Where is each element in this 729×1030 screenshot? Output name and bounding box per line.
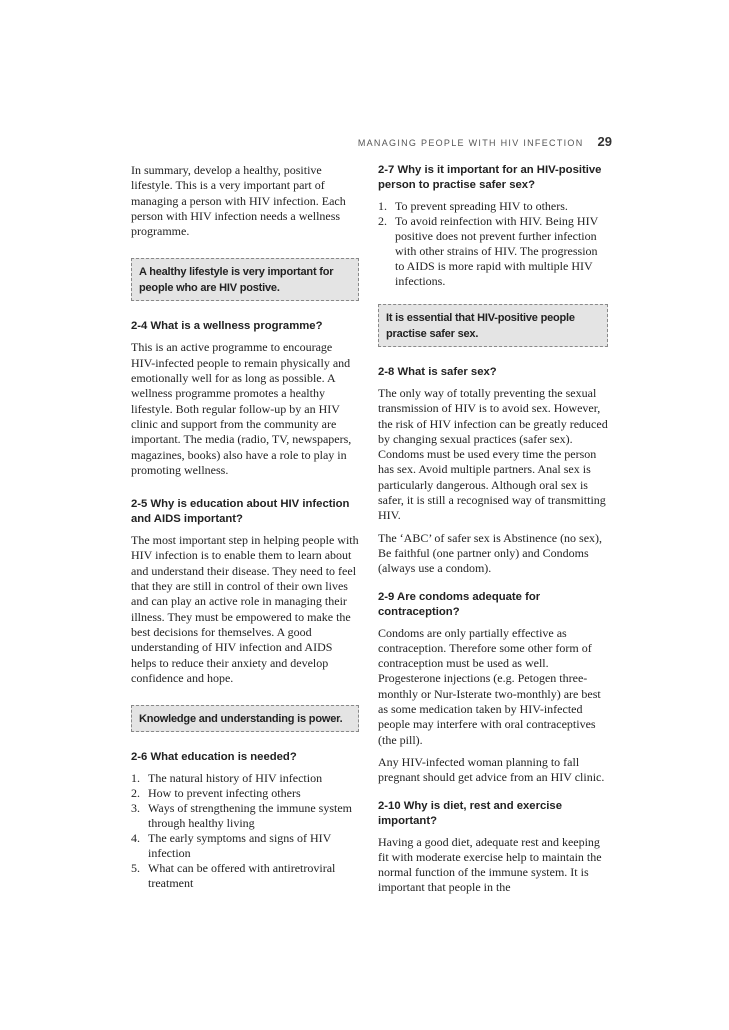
right-column xyxy=(378,163,608,903)
paragraph-2-5: The most important step in helping people with HIV infection is to enable them to learn about and understand their disease. They need to feel that they are still in control of their own lives and can play an active role in managing their illness. They must be empowered to make the best decisions for themselves. A good understanding of HIV infection and AIDS helps to reduce their anxiety and develop confidence and hope. xyxy=(131,533,359,685)
list-item: 2. How to prevent infecting others xyxy=(131,786,301,801)
paragraph-2-9b: Any HIV-infected woman planning to fall pregnant should get advice from an HIV clinic. xyxy=(378,754,605,785)
list-item: 1. To prevent spreading HIV to others. xyxy=(378,199,568,213)
heading-2-10: 2-10 Why is diet, rest and exercise important? xyxy=(378,799,562,827)
heading-2-4: 2-4 What is a wellness programme? xyxy=(131,320,323,333)
callout-text: A healthy lifestyle is very important for people who are HIV postive. xyxy=(139,266,334,295)
paragraph-2-9a: Condoms are only partially effective as contraception. Therefore some other form of contraception must be used as well. Progesterone injections (e.g. Petogen three-monthly or Nur-Isterate two-monthly) are best as some medication taken by HIV-infected people may interfere with oral contraceptives (the pill). xyxy=(378,625,601,747)
paragraph-2-8b: The ‘ABC’ of safer sex is Abstinence (no sex), Be faithful (one partner only) and Condoms (always use a condom). xyxy=(378,530,603,576)
education-list xyxy=(131,771,359,891)
list-item: 3. Ways of strengthening the immune system through healthy living xyxy=(131,801,352,831)
page-number: 29 xyxy=(597,134,612,149)
heading-2-9: 2-9 Are condoms adequate for contraception? xyxy=(378,590,541,618)
running-header xyxy=(358,134,612,149)
running-title: MANAGING PEOPLE WITH HIV INFECTION xyxy=(357,138,584,148)
list-item: 2. To avoid reinfection with HIV. Being HIV positive does not prevent further infection with other strains of HIV. The progression to AIDS is more rapid with multiple HIV infections. xyxy=(378,214,599,288)
callout-healthy-lifestyle xyxy=(131,258,359,301)
list-item: 4. The early symptoms and signs of HIV infection xyxy=(131,831,332,861)
list-item: 1. The natural history of HIV infection xyxy=(131,771,323,786)
heading-2-7: 2-7 Why is it important for an HIV-positive person to practise safer sex? xyxy=(378,164,602,191)
intro-paragraph: In summary, develop a healthy, positive lifestyle. This is a very important part of managing a person with HIV infection. Each person with HIV infection needs a wellness programme. xyxy=(131,163,346,239)
heading-2-8: 2-8 What is safer sex? xyxy=(378,366,497,378)
heading-2-5: 2-5 Why is education about HIV infection and AIDS important? xyxy=(131,498,350,526)
heading-2-6: 2-6 What education is needed? xyxy=(131,751,297,764)
callout-text: Knowledge and understanding is power. xyxy=(139,713,343,726)
safer-sex-reasons-list xyxy=(378,199,608,289)
paragraph-2-8a: The only way of totally preventing the sexual transmission of HIV is to avoid sex. However, the risk of HIV infection can be greatly reduced by changing sexual practices (safer sex). Condoms must be used every time the person has sex. Avoid multiple partners. Anal sex is particularly dangerous. Although oral sex is safer, it is still a recognised way of transmitting HIV. xyxy=(378,386,608,523)
left-column xyxy=(131,163,359,900)
callout-safer-sex xyxy=(378,304,608,347)
callout-text: It is essential that HIV-positive people practise safer sex. xyxy=(386,312,575,340)
paragraph-2-10: Having a good diet, adequate rest and keeping fit with moderate exercise help to maintain the normal function of the immune system. It is important that people in the xyxy=(378,834,602,895)
callout-knowledge xyxy=(131,705,359,732)
paragraph-2-4: This is an active programme to encourage HIV-infected people to remain physically and emotionally well for as long as possible. A wellness programme promotes a healthy lifestyle. Both regular follow-up by an HIV clinic and support from the community are important. The media (radio, TV, newspapers, magazines, books) also have a role to play in promoting wellness. xyxy=(131,340,352,477)
list-item: 5. What can be offered with antiretroviral treatment xyxy=(131,861,336,891)
